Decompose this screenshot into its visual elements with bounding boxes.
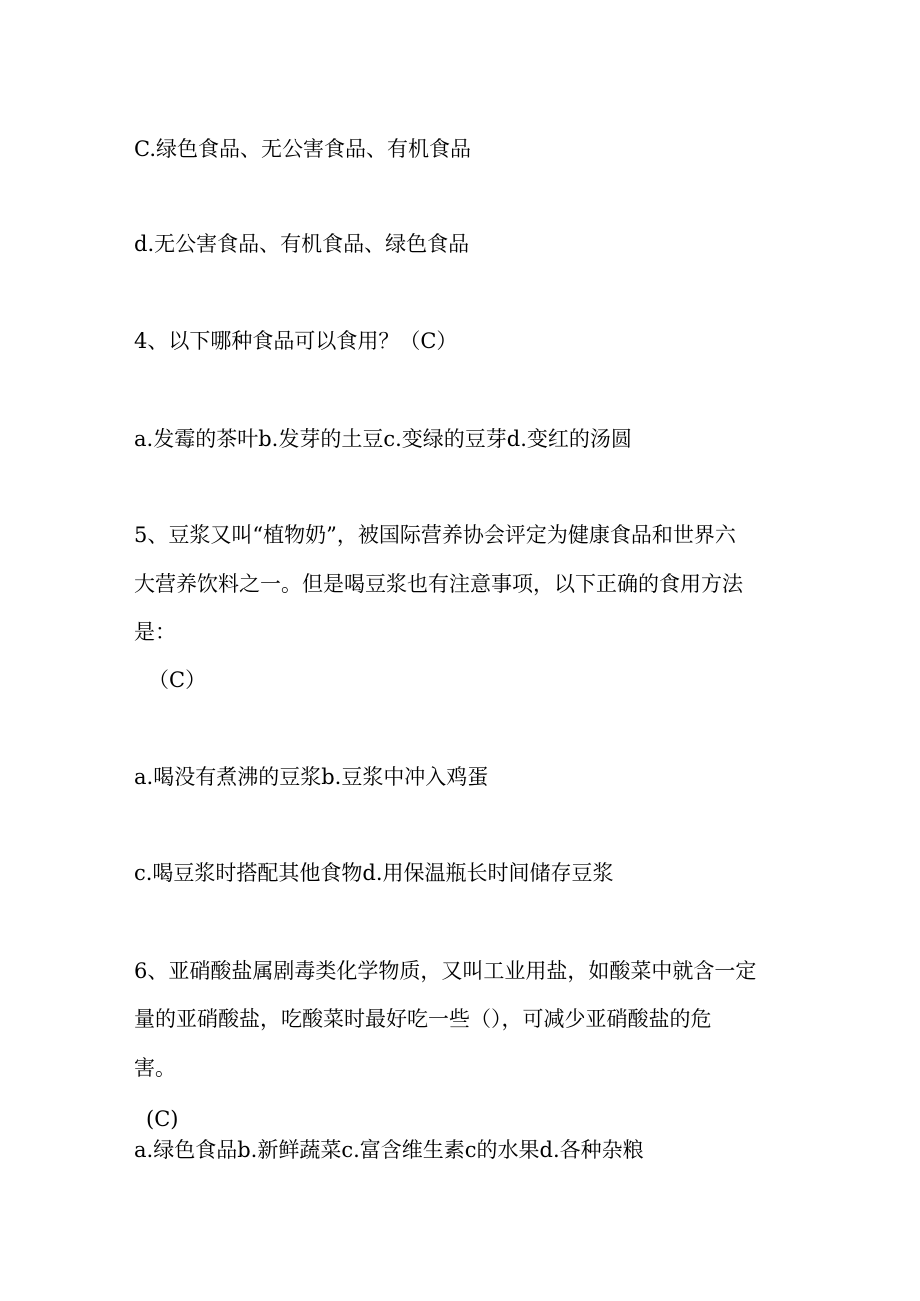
question-5-options-1: a.喝没有煮沸的豆浆b.豆浆中冲入鸡蛋 — [134, 765, 489, 789]
question-6-line-2: 量的亚硝酸盐，吃酸菜时最好吃一些（），可减少亚硝酸盐的危 — [134, 1007, 712, 1031]
question-5-line-2: 大营养饮料之一。但是喝豆浆也有注意事项，以下正确的食用方法 — [134, 572, 743, 596]
question-6-answer: (C) — [146, 1107, 179, 1131]
question-5-line-3: 是： — [134, 620, 176, 644]
question-5-options-2: c.喝豆浆时搭配其他食物d.用保温瓶长时间储存豆浆 — [134, 861, 614, 885]
question-6-line-1: 6、亚硝酸盐属剧毒类化学物质，又叫工业用盐，如酸菜中就含一定 — [134, 959, 757, 983]
option-c-line: C.绿色食品、无公害食品、有机食品 — [134, 137, 471, 161]
question-5-answer: （C） — [148, 668, 207, 692]
question-6-options: a.绿色食品b.新鲜蔬菜c.富含维生素c的水果d.各种杂粮 — [134, 1138, 644, 1162]
question-4: 4、以下哪种食品可以食用？（C） — [134, 329, 458, 353]
question-4-options: a.发霉的茶叶b.发芽的土豆c.变绿的豆芽d.变红的汤圆 — [134, 427, 632, 451]
option-d-line: d.无公害食品、有机食品、绿色食品 — [134, 232, 470, 256]
question-5-line-1: 5、豆浆又叫“植物奶”，被国际营养协会评定为健康食品和世界六 — [134, 523, 736, 547]
question-6-line-3: 害。 — [134, 1056, 176, 1080]
